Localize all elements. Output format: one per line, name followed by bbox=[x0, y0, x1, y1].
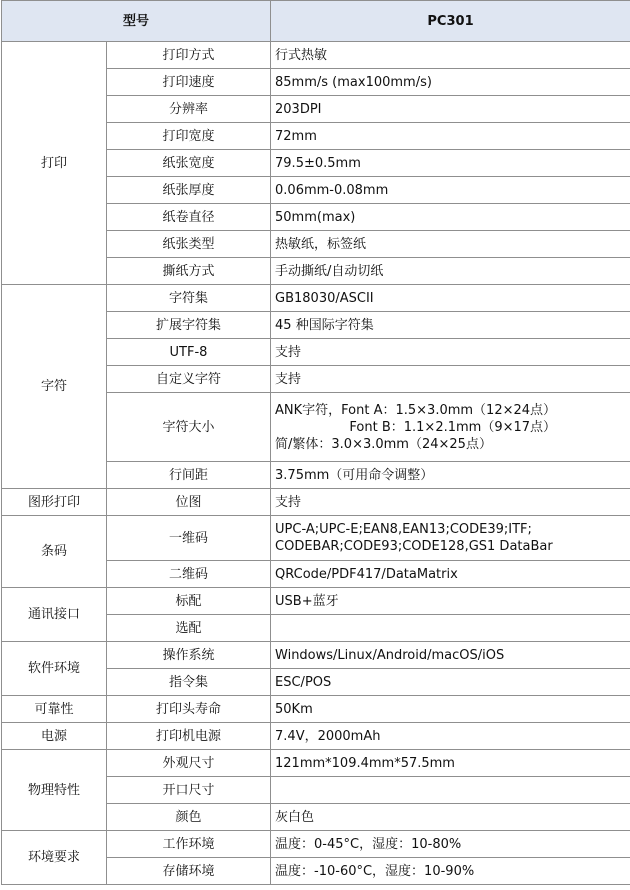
value-cell: 121mm*109.4mm*57.5mm bbox=[271, 750, 630, 777]
item-cell: 标配 bbox=[107, 588, 271, 615]
value-cell: 50mm(max) bbox=[271, 204, 630, 231]
table-row bbox=[2, 516, 630, 561]
value-cell: 0.06mm-0.08mm bbox=[271, 177, 630, 204]
value-cell: 50Km bbox=[271, 696, 630, 723]
item-cell: 纸张厚度 bbox=[107, 177, 271, 204]
item-cell: 工作环境 bbox=[107, 831, 271, 858]
item-cell: 打印头寿命 bbox=[107, 696, 271, 723]
category-cell: 物理特性 bbox=[2, 750, 107, 831]
value-cell: 温度：-10-60°C，湿度：10-90% bbox=[271, 858, 630, 885]
item-cell: 纸张宽度 bbox=[107, 150, 271, 177]
value-cell: 支持 bbox=[271, 366, 630, 393]
item-cell: 分辨率 bbox=[107, 96, 271, 123]
table-row bbox=[2, 588, 630, 615]
item-cell: UTF-8 bbox=[107, 339, 271, 366]
item-cell: 指令集 bbox=[107, 669, 271, 696]
value-cell: 手动撕纸/自动切纸 bbox=[271, 258, 630, 285]
item-cell: 打印机电源 bbox=[107, 723, 271, 750]
item-cell: 选配 bbox=[107, 615, 271, 642]
category-cell: 环境要求 bbox=[2, 831, 107, 885]
item-cell: 存储环境 bbox=[107, 858, 271, 885]
spec-body bbox=[2, 42, 630, 885]
item-cell: 打印宽度 bbox=[107, 123, 271, 150]
item-cell: 开口尺寸 bbox=[107, 777, 271, 804]
value-line: ANK字符，Font A：1.5×3.0mm（12×24点） bbox=[275, 402, 557, 418]
item-cell: 外观尺寸 bbox=[107, 750, 271, 777]
model-label: 型号 bbox=[2, 1, 271, 42]
table-row bbox=[2, 750, 630, 777]
value-cell bbox=[271, 615, 630, 642]
value-cell: USB+蓝牙 bbox=[271, 588, 630, 615]
item-cell: 字符大小 bbox=[107, 393, 271, 462]
value-cell: ESC/POS bbox=[271, 669, 630, 696]
item-cell: 操作系统 bbox=[107, 642, 271, 669]
category-cell: 条码 bbox=[2, 516, 107, 588]
value-cell: Windows/Linux/Android/macOS/iOS bbox=[271, 642, 630, 669]
value-cell: 支持 bbox=[271, 489, 630, 516]
category-cell: 电源 bbox=[2, 723, 107, 750]
value-cell: 行式热敏 bbox=[271, 42, 630, 69]
category-cell: 图形打印 bbox=[2, 489, 107, 516]
category-cell: 通讯接口 bbox=[2, 588, 107, 642]
value-cell: 72mm bbox=[271, 123, 630, 150]
item-cell: 位图 bbox=[107, 489, 271, 516]
value-cell: 热敏纸，标签纸 bbox=[271, 231, 630, 258]
value-cell: 45 种国际字符集 bbox=[271, 312, 630, 339]
table-row bbox=[2, 642, 630, 669]
value-cell: GB18030/ASCII bbox=[271, 285, 630, 312]
table-row bbox=[2, 42, 630, 69]
value-line: 简/繁体：3.0×3.0mm（24×25点） bbox=[275, 436, 492, 452]
value-cell: 203DPI bbox=[271, 96, 630, 123]
item-cell: 行间距 bbox=[107, 462, 271, 489]
value-cell: 3.75mm（可用命令调整） bbox=[271, 462, 630, 489]
spec-table bbox=[1, 0, 630, 885]
value-cell: 灰白色 bbox=[271, 804, 630, 831]
item-cell: 打印速度 bbox=[107, 69, 271, 96]
value-cell: 支持 bbox=[271, 339, 630, 366]
item-cell: 字符集 bbox=[107, 285, 271, 312]
item-cell: 二维码 bbox=[107, 561, 271, 588]
value-cell: 85mm/s (max100mm/s) bbox=[271, 69, 630, 96]
table-row bbox=[2, 696, 630, 723]
item-cell: 扩展字符集 bbox=[107, 312, 271, 339]
category-cell: 打印 bbox=[2, 42, 107, 285]
table-row bbox=[2, 489, 630, 516]
value-line: CODEBAR;CODE93;CODE128,GS1 DataBar bbox=[275, 539, 553, 554]
item-cell: 纸张类型 bbox=[107, 231, 271, 258]
value-cell bbox=[271, 516, 630, 561]
category-cell: 可靠性 bbox=[2, 696, 107, 723]
model-value: PC301 bbox=[271, 1, 630, 42]
category-cell: 字符 bbox=[2, 285, 107, 489]
category-cell: 软件环境 bbox=[2, 642, 107, 696]
value-cell bbox=[271, 393, 630, 462]
item-cell: 自定义字符 bbox=[107, 366, 271, 393]
value-cell: QRCode/PDF417/DataMatrix bbox=[271, 561, 630, 588]
item-cell: 撕纸方式 bbox=[107, 258, 271, 285]
value-cell: 79.5±0.5mm bbox=[271, 150, 630, 177]
item-cell: 纸卷直径 bbox=[107, 204, 271, 231]
value-line: UPC-A;UPC-E;EAN8,EAN13;CODE39;ITF; bbox=[275, 522, 532, 537]
value-cell: 7.4V，2000mAh bbox=[271, 723, 630, 750]
item-cell: 颜色 bbox=[107, 804, 271, 831]
item-cell: 一维码 bbox=[107, 516, 271, 561]
table-row bbox=[2, 285, 630, 312]
table-row bbox=[2, 723, 630, 750]
value-line: Font B：1.1×2.1mm（9×17点） bbox=[275, 419, 557, 435]
value-cell: 温度：0-45°C，湿度：10-80% bbox=[271, 831, 630, 858]
header-row bbox=[2, 1, 630, 42]
table-row bbox=[2, 831, 630, 858]
value-cell bbox=[271, 777, 630, 804]
item-cell: 打印方式 bbox=[107, 42, 271, 69]
